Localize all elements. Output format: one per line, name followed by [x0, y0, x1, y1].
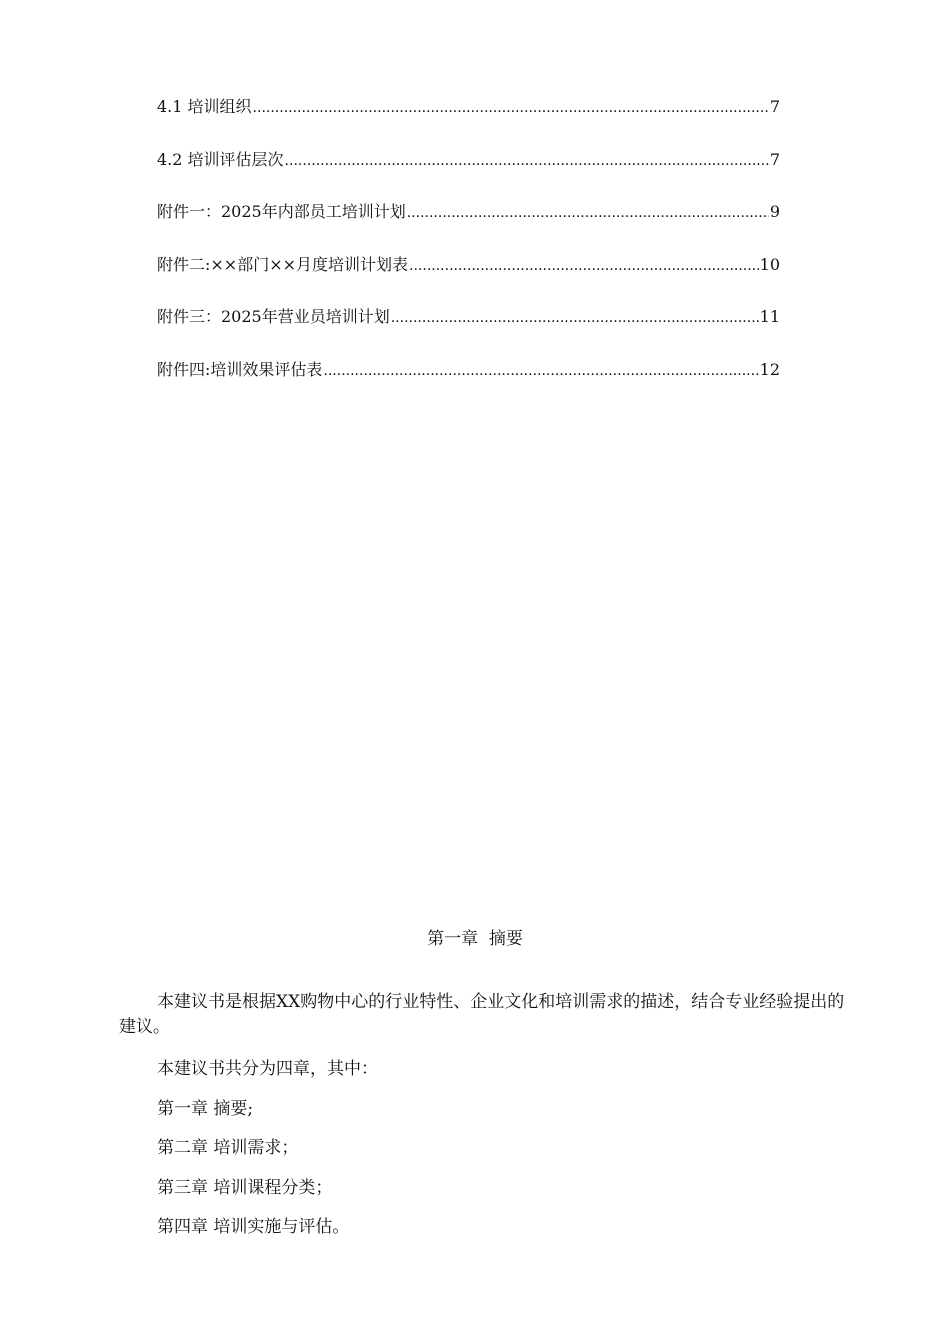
toc-dot-leader: [409, 255, 759, 277]
toc-entry-label: 附件一：2025年内部员工培训计划: [157, 202, 406, 222]
toc-entry-label: 附件二:××部门××月度培训计划表: [157, 254, 409, 274]
toc-dot-leader: [391, 307, 759, 329]
toc-dot-leader: [253, 97, 769, 119]
toc-entry[interactable]: [157, 254, 780, 307]
toc-page-number: 11: [759, 307, 780, 327]
toc-page-number: 7: [769, 97, 780, 116]
chapter-heading: 第一章 摘要: [427, 929, 523, 949]
toc-page-number: 7: [769, 149, 780, 169]
toc-entry[interactable]: [157, 149, 780, 202]
toc-entry-label: 4.1 培训组织: [157, 97, 252, 116]
toc-entry[interactable]: [157, 201, 780, 254]
toc-page-number: 9: [769, 202, 780, 222]
toc-page-number: 10: [759, 254, 780, 274]
toc-entry-label: 4.2 培训评估层次: [157, 149, 284, 169]
chapter-list-item: 第二章 培训需求；: [157, 1138, 299, 1158]
toc-entry[interactable]: [157, 359, 780, 412]
toc-entry[interactable]: [157, 306, 780, 359]
toc-entry-label: 附件四:培训效果评估表: [157, 359, 323, 379]
intro-paragraph: 本建议书是根据XX购物中心的行业特性、企业文化和培训需求的描述，结合专业经验提出的建议。: [119, 992, 845, 1037]
toc-entry[interactable]: [157, 96, 780, 149]
toc-page-number: 12: [759, 359, 780, 379]
toc-dot-leader: [323, 360, 758, 382]
chapter-body: [119, 990, 849, 1248]
structure-paragraph: 本建议书共分为四章，其中：: [157, 1059, 378, 1079]
toc-entry-label: 附件三：2025年营业员培训计划: [157, 307, 390, 327]
toc-dot-leader: [285, 150, 769, 172]
chapter-list-item: 第四章 培训实施与评估。: [157, 1217, 350, 1237]
table-of-contents: [157, 96, 780, 412]
chapter-list-item: 第三章 培训课程分类；: [157, 1177, 333, 1198]
toc-dot-leader: [407, 202, 769, 224]
chapter-list-item: 第一章 摘要;: [157, 1098, 254, 1119]
